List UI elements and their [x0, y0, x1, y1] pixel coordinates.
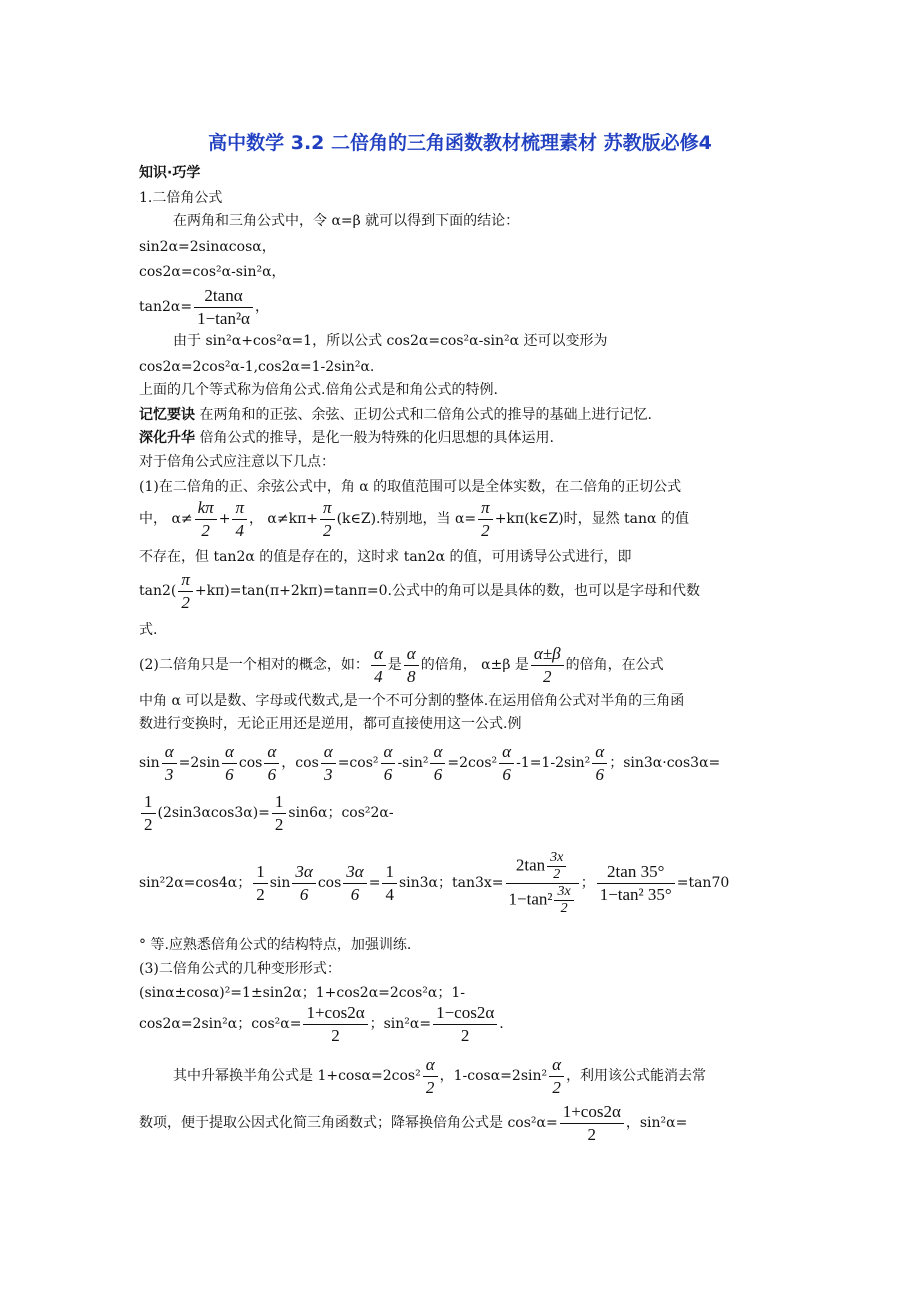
formula-tan2-lhs: tan2α=	[139, 299, 193, 315]
denominator: 6	[595, 764, 604, 784]
numerator: 2tanα	[194, 285, 253, 308]
numerator: α	[264, 741, 279, 764]
text: cos	[295, 755, 319, 771]
text: sin3α；tan3x=	[398, 875, 504, 891]
fraction	[343, 861, 366, 906]
denominator: 2	[323, 520, 332, 540]
fraction	[404, 643, 419, 688]
fraction	[320, 497, 335, 542]
denominator: 2	[256, 884, 265, 904]
summary-text: 上面的几个等式称为倍角公式.倍角公式是和角公式的特例.	[139, 382, 498, 398]
point2-line2: 中角 α 可以是数、字母或代数式,是一个不可分割的整体.在运用倍角公式对半角的三角函	[139, 693, 685, 709]
example-line3	[139, 845, 729, 921]
numerator: 1+cos2α	[560, 1101, 624, 1124]
since-text: 由于 sin²α+cos²α=1，所以公式 cos2α=cos²α-sin²α 还可以变形为	[173, 333, 608, 349]
text: +kπ(k∈Z)时，显然 tanα 的值	[494, 511, 689, 527]
text: 的倍角，在公式	[565, 657, 664, 673]
text: =2sin	[178, 755, 220, 771]
point1-line4	[139, 568, 700, 614]
section-heading: 知识·巧学	[139, 165, 201, 181]
denominator: 2	[331, 1025, 340, 1045]
numerator: π	[232, 497, 247, 520]
formula-tan2: tan2α= $\frac{2\tan\alpha}{\text{1−tan²α}}$ ，	[139, 285, 269, 328]
denominator: 8	[407, 666, 416, 686]
point1-line1: (1)在二倍角的正、余弦公式中，角 α 的取值范围可以是全体实数，在二倍角的正切公式	[139, 479, 682, 495]
text: cos2α=2sin²α；cos²α=	[139, 1016, 302, 1032]
denominator: 2	[274, 814, 284, 834]
text: (k∈Z).特别地，当 α=	[336, 511, 477, 527]
formula-sin2: sin2α=2sinαcosα，	[139, 239, 276, 255]
fraction	[433, 1002, 497, 1047]
text: sin²2α=cos4α；	[139, 875, 252, 891]
denominator: 2	[181, 592, 190, 612]
numerator: α	[549, 1054, 564, 1077]
text: =2cos²	[447, 755, 498, 771]
point3-heading: (3)二倍角公式的几种变形形式：	[139, 961, 341, 977]
fraction	[292, 861, 315, 906]
text: ， α≠kπ+	[248, 511, 319, 527]
fraction	[194, 285, 253, 330]
point2-line3: 数进行变换时，无论正用还是逆用，都可直接使用这一公式.例	[139, 716, 522, 732]
text: =	[368, 875, 381, 891]
denominator: 4	[385, 884, 394, 904]
subsection-heading: 1.二倍角公式	[139, 190, 223, 206]
text: -sin²	[397, 755, 429, 771]
denominator: 4	[235, 520, 244, 540]
point2-line1	[139, 642, 664, 688]
fraction	[592, 741, 607, 786]
denominator: 4	[374, 666, 383, 686]
denominator: 2	[560, 900, 568, 916]
numerator: 1	[253, 861, 268, 884]
text: 2tan	[515, 854, 546, 874]
text: 中， α≠	[139, 511, 193, 527]
text: -1=1-2sin²	[516, 755, 591, 771]
numerator: π	[478, 497, 493, 520]
denominator: 3	[323, 764, 333, 784]
denominator: 6	[502, 764, 511, 784]
fraction	[549, 1054, 564, 1099]
numerator: 3x	[547, 850, 566, 867]
fraction	[597, 861, 675, 906]
numerator: α	[430, 741, 445, 764]
text: tan2(	[139, 583, 177, 599]
numerator: α	[222, 741, 237, 764]
denominator: 2	[144, 814, 153, 834]
numerator: 2tan 35°	[597, 861, 675, 884]
example-tail: ° 等.应熟悉倍角公式的结构特点，加强训练.	[139, 937, 412, 953]
text: sin	[139, 755, 160, 771]
last-line2	[139, 1100, 687, 1146]
numerator: 3α	[343, 861, 366, 884]
text: ，1-cosα=2sin²	[439, 1068, 548, 1084]
denominator: 3	[164, 764, 174, 784]
denominator: 6	[350, 884, 360, 904]
denominator: 2	[587, 1124, 597, 1144]
text: cos	[317, 875, 342, 891]
denominator	[506, 884, 579, 917]
numerator: α	[592, 741, 607, 764]
point3-line1: (sinα±cosα)²=1±sin2α；1+cos2α=2cos²α；1-	[139, 985, 465, 1001]
fraction	[381, 741, 396, 786]
text: (2sin3αcos3α)=	[157, 805, 270, 821]
numerator: α	[162, 741, 177, 764]
fraction	[178, 569, 193, 614]
numerator: 1	[272, 791, 287, 814]
fraction	[506, 850, 579, 917]
intro-text: 在两角和三角公式中，令 α=β 就可以得到下面的结论：	[173, 213, 520, 229]
fraction	[560, 1101, 624, 1146]
numerator: π	[178, 569, 193, 592]
denominator: 2	[552, 1077, 561, 1097]
text: 其中升幂换半角公式是 1+cosα=2cos²	[173, 1068, 421, 1084]
text: ，	[281, 755, 296, 771]
numerator	[506, 850, 579, 884]
fraction	[321, 741, 336, 786]
numerator: α	[404, 643, 419, 666]
fraction	[499, 741, 514, 786]
text: sin	[269, 875, 291, 891]
denominator: 2	[201, 520, 210, 540]
numerator: α	[423, 1054, 438, 1077]
fraction	[430, 741, 445, 786]
denominator: 2	[553, 866, 561, 882]
memory-tip-text: 在两角和的正弦、余弦、正切公式和二倍角公式的推导的基础上进行记忆.	[195, 407, 652, 423]
memory-tip-label: 记忆要诀	[139, 407, 195, 423]
last-line1	[173, 1053, 706, 1099]
deepen-tip-label: 深化升华	[139, 430, 195, 446]
formula-cos2-variants: cos2α=2cos²α-1,cos2α=1-2sin²α.	[139, 359, 375, 375]
fraction	[222, 741, 237, 786]
numerator: 1−cos2α	[433, 1002, 497, 1025]
denominator: 6	[433, 764, 443, 784]
point1-line3: 不存在，但 tan2α 的值是存在的，这时求 tan2α 的值，可用诱导公式进行，即	[139, 549, 632, 565]
numerator: α	[381, 741, 396, 764]
fraction	[253, 861, 268, 906]
fraction	[547, 850, 566, 883]
example-line2	[139, 790, 394, 836]
fraction	[232, 497, 247, 542]
fraction	[264, 741, 279, 786]
formula-cos2: cos2α=cos²α-sin²α，	[139, 264, 286, 280]
text: (2)二倍角只是一个相对的概念，如：	[139, 657, 369, 673]
denominator: 2	[543, 666, 552, 686]
text: =tan70	[676, 875, 730, 891]
fraction	[195, 497, 217, 542]
text: 数项，便于提取公因式化简三角函数式；降幂换倍角公式是 cos²α=	[139, 1115, 558, 1131]
fraction	[141, 791, 156, 836]
text: ；	[580, 875, 595, 891]
page-title: 高中数学 3.2 二倍角的三角函数教材梳理素材 苏教版必修4	[208, 132, 712, 154]
text: ，利用该公式能消去常	[566, 1068, 707, 1084]
notes-heading: 对于倍角公式应注意以下几点：	[139, 454, 335, 470]
numerator: α	[499, 741, 514, 764]
denominator: 6	[383, 764, 393, 784]
numerator: α	[321, 741, 336, 764]
memory-tip	[139, 405, 652, 425]
text: .	[499, 1016, 504, 1032]
numerator: π	[320, 497, 335, 520]
numerator: 3α	[292, 861, 315, 884]
text: +kπ)=tan(π+2kπ)=tanπ=0.公式中的角可以是具体的数，也可以是字母和代数	[194, 583, 700, 599]
denominator: 6	[267, 764, 277, 784]
text: 1−tan²	[508, 888, 553, 908]
text: 的倍角， α±β 是	[420, 657, 529, 673]
text: ；sin²α=	[369, 1016, 432, 1032]
point1-line2: 中， α≠ $\frac{k\pi}{2}$ + $\frac{\pi}{4}$ ， α≠kπ+ $\frac{\pi}{2}$ (k∈Z).特别地，当 α= $\frac{\pi}{2}$ +kπ(k∈Z)时，显然 tanα 的值	[139, 497, 689, 540]
fraction	[371, 643, 386, 688]
fraction	[423, 1054, 438, 1099]
text: ，sin²α=	[625, 1115, 688, 1131]
fraction	[554, 884, 573, 917]
fraction	[382, 861, 397, 906]
fraction	[478, 497, 493, 542]
point1-line5: 式.	[139, 622, 158, 638]
text: sin6α；cos²2α-	[288, 805, 394, 821]
denominator: 6	[225, 764, 234, 784]
numerator: α±β	[531, 643, 564, 666]
text: 是	[387, 657, 402, 673]
numerator: kπ	[195, 497, 217, 520]
numerator: 1+cos2α	[303, 1002, 367, 1025]
denominator: 6	[299, 884, 309, 904]
numerator: 3x	[554, 884, 573, 901]
denominator: 2	[481, 520, 490, 540]
numerator: 1	[382, 861, 397, 884]
point3-line2	[139, 1001, 504, 1047]
numerator: 1	[141, 791, 156, 814]
denominator: 1−tan² 35°	[599, 884, 672, 904]
deepen-tip	[139, 428, 554, 448]
fraction	[162, 741, 177, 786]
example-line1	[139, 740, 720, 786]
deepen-tip-text: 倍角公式的推导，是化一般为特殊的化归思想的具体运用.	[195, 430, 554, 446]
denominator: 2	[425, 1077, 435, 1097]
fraction	[303, 1002, 367, 1047]
fraction	[531, 643, 564, 688]
text: ；sin3α·cos3α=	[609, 755, 721, 771]
text: cos	[238, 755, 263, 771]
denominator: 1−tan²α	[197, 308, 250, 328]
text: =cos²	[337, 755, 379, 771]
fraction	[272, 791, 287, 836]
numerator: α	[371, 643, 386, 666]
denominator: 2	[460, 1025, 470, 1045]
